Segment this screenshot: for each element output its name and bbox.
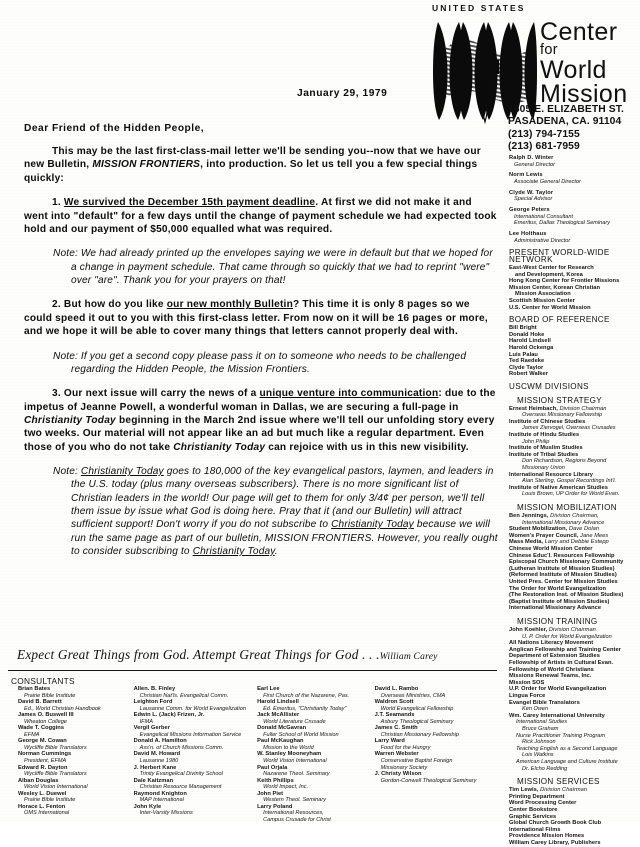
consultants-column bbox=[257, 686, 375, 823]
director-entry bbox=[509, 172, 640, 185]
consultant-affiliation: Wycliffe Bible Translators bbox=[24, 771, 87, 778]
division-entry: Center Bookstore bbox=[509, 807, 558, 813]
director-name: Norm Lewis bbox=[509, 172, 543, 179]
consultant-name: John Kyle bbox=[133, 803, 162, 810]
consultant-name: Raymond Knighton bbox=[133, 790, 187, 797]
division-entry: The Order for World Evangelization bbox=[509, 585, 607, 592]
director-role: Administrative Director bbox=[514, 237, 571, 244]
item2-underline: our new monthly Bulletin bbox=[166, 299, 293, 311]
network-item: Mission Center, Korean Christian bbox=[509, 284, 601, 291]
division-entry: Ken Owen bbox=[522, 706, 549, 713]
division-entry: U. P. Order for World Evangelization bbox=[522, 633, 612, 640]
consultant-name: Jack McAllister bbox=[257, 712, 300, 719]
board-member: Luis Palau bbox=[509, 351, 538, 358]
division-entry: Lois Watkins bbox=[522, 752, 554, 759]
division-entry: All Nations Literacy Movement bbox=[509, 640, 594, 647]
phone-number: (213) 681-7959 bbox=[508, 141, 580, 153]
logo-word-for: for bbox=[540, 42, 558, 58]
board-list bbox=[509, 325, 640, 378]
consultant-name: David L. Rambo bbox=[374, 686, 419, 692]
division-entry: Student Mobilization, Dave Dolan bbox=[509, 526, 600, 533]
division-entry: Institute of Muslim Studies bbox=[509, 445, 583, 452]
consultant-affiliation: World Literature Crusade bbox=[263, 718, 326, 725]
carey-attribution: William Carey bbox=[379, 651, 438, 662]
consultant-name: Alban Douglas bbox=[18, 777, 59, 784]
consultant-affiliation: Nazarene Theol. Seminary bbox=[263, 771, 330, 778]
consultant-affiliation: World Vision International bbox=[263, 758, 327, 765]
network-heading: PRESENT WORLD-WIDE NETWORK bbox=[509, 248, 610, 264]
director-entry bbox=[509, 207, 640, 227]
consultant-affiliation: Asbury Theological Seminary bbox=[380, 718, 454, 725]
division-entry: Fellowship of World Christians bbox=[509, 666, 594, 673]
director-role: General Director bbox=[514, 161, 556, 168]
network-item: East-West Center for Research bbox=[509, 264, 594, 271]
division-entry: Wm. Carey International University bbox=[509, 712, 605, 719]
consultant-affiliation: Fuller School of World Mission bbox=[263, 731, 339, 738]
consultant-name: David B. Barrett bbox=[18, 699, 62, 706]
phone-number: (213) 794-7155 bbox=[508, 128, 580, 140]
logo-word-center: Center bbox=[540, 18, 618, 46]
division-entry: Institute of Chinese Studies bbox=[509, 418, 586, 425]
division-entry: John Koehler, Division Chairman bbox=[509, 627, 596, 634]
division-entry: U.P. Order for World Evangelization bbox=[509, 686, 607, 693]
director-role: Associate General Director bbox=[514, 178, 581, 185]
division-entry: William Carey Library, Publishers bbox=[509, 839, 601, 846]
consultant-affiliation: Food for the Hungry bbox=[380, 744, 431, 751]
division-entry: Nurse Practitioner Training Program bbox=[516, 732, 606, 739]
note-2: Note: If you get a second copy please pass it on to someone who needs to be challenged regarding the Hidden People, the Mission Frontiers. bbox=[53, 350, 467, 375]
mission-frontiers-italic: Mission Frontiers bbox=[227, 363, 308, 375]
consultant-affiliation: Evangelical Missions Information Service bbox=[139, 731, 242, 738]
consultant-name: John Piet bbox=[257, 790, 284, 797]
logo-wordmark bbox=[540, 20, 628, 106]
mission-frontiers-caps: MISSION FRONTIERS bbox=[264, 532, 372, 544]
board-member: Harold Lindsell bbox=[509, 338, 551, 345]
logo-word-mission: Mission bbox=[540, 79, 628, 108]
consultant-name: Keith Phillips bbox=[257, 777, 294, 784]
network-item: Mission Association bbox=[515, 291, 571, 298]
consultant-name: Edward R. Dayton bbox=[18, 764, 68, 771]
division-entry: Louis Brown, UP Order for World Evan. bbox=[522, 491, 620, 498]
letter-date: January 29, 1979 bbox=[297, 88, 388, 99]
division-entry: Providence Mission Homes bbox=[509, 833, 585, 840]
united-states-label: UNITED STATES bbox=[432, 3, 526, 13]
consultant-affiliation: World Impact, Inc. bbox=[263, 784, 309, 791]
mission-training-heading: MISSION TRAINING bbox=[517, 616, 598, 626]
division-entry: Mass Media, Larry and Debbie Estepp bbox=[509, 539, 609, 546]
consultant-name: James C. Smith bbox=[374, 725, 418, 732]
division-entry: Missions Renewal Teams, Inc. bbox=[509, 673, 592, 680]
consultant-affiliation: Mission to the World bbox=[263, 744, 314, 751]
division-entry: (Lutheran Institute of Mission Studies) bbox=[509, 565, 615, 572]
division-entry: International Missionary Advance bbox=[522, 519, 605, 526]
consultant-affiliation: Trinity Evangelical Divinity School bbox=[139, 771, 223, 778]
consultant-name: Earl Lee bbox=[257, 686, 280, 692]
division-entry: Women's Prayer Council, Jane Mees bbox=[509, 532, 609, 539]
consultant-name: Paul Orjala bbox=[257, 764, 288, 771]
consultant-affiliation: Western Theol. Seminary bbox=[263, 797, 327, 804]
division-entry: Department of Extension Studies bbox=[509, 653, 600, 660]
division-entry: (Baptist Institute of Mission Studies) bbox=[509, 598, 610, 605]
consultant-name: George M. Cowan bbox=[18, 738, 67, 745]
consultants-columns bbox=[8, 686, 502, 823]
consultant-affiliation: Ed., World Christian Handbook bbox=[24, 705, 101, 712]
network-item: U.S. Center for World Mission bbox=[509, 304, 591, 311]
director-name: Lee Holthaus bbox=[509, 231, 547, 238]
mission-mobilization-heading: MISSION MOBILIZATION bbox=[517, 502, 617, 512]
consultant-affiliation: Ed. Emeritus, "Christianity Today" bbox=[263, 705, 347, 712]
consultant-affiliation: Inter-Varsity Missions bbox=[139, 810, 193, 817]
letter-salutation: Dear Friend of the Hidden People, bbox=[24, 123, 205, 134]
consultant-affiliation: MAP International bbox=[139, 797, 184, 804]
board-member: Ted Raedeke bbox=[509, 358, 545, 365]
consultants-title: CONSULTANTS bbox=[11, 676, 75, 686]
director-name: Ralph D. Winter bbox=[509, 155, 554, 161]
consultant-name: James O. Buswell III bbox=[18, 712, 74, 719]
consultant-name: Horace L. Fenton bbox=[18, 803, 66, 810]
director-name: Clyde W. Taylor bbox=[509, 189, 554, 196]
director-name: George Peters bbox=[509, 207, 550, 214]
consultant-affiliation: EFMA bbox=[24, 731, 40, 738]
division-entry: Dr. Elcho Redding bbox=[522, 765, 568, 772]
division-entry: Institute of Native American Studies bbox=[509, 484, 608, 491]
director-entry bbox=[509, 155, 640, 168]
consultant-affiliation: Christian Resource Management bbox=[139, 784, 222, 791]
consultant-name: Brian Bates bbox=[18, 686, 51, 692]
consultant-name: Donald McGavran bbox=[257, 725, 307, 732]
network-item: Scottish Mission Center bbox=[509, 297, 575, 304]
mission-services-heading: MISSION SERVICES bbox=[517, 777, 600, 787]
division-entry: International Studies bbox=[516, 719, 567, 726]
division-entry: Ben Jennings, Division Chairman, bbox=[509, 513, 599, 520]
consultant-name: Larry Ward bbox=[374, 738, 405, 745]
division-entry: (The Restoration Inst. of Mission Studies) bbox=[509, 592, 624, 599]
consultants-column bbox=[134, 686, 257, 823]
address-block bbox=[508, 104, 624, 154]
consultant-name: Larry Poland bbox=[257, 803, 293, 810]
consultant-name: Edwin L. (Jack) Frizen, Jr. bbox=[133, 712, 205, 719]
consultant-affiliation: World Vision International bbox=[24, 784, 88, 791]
note-3: Note: Christianity Today goes to 180,000 of the key evangelical pastors, laymen, and leaders in the U.S. today (plus many overseas subscribers). There is no more significant list of Christian leaders in the world! Our page will get to them for only 3/4¢ per person, we'll tell them issue by issue what God is doing here. Pray that it (and our Bulletin) will attract sufficient support! Don't worry if you do not subscribe to Christianity Today because we will run the same page as part of our bulletin, MISSION FRONTIERS. However, you really ought to consider subscribing to Christianity Today. bbox=[53, 466, 498, 557]
mission-training-list bbox=[509, 627, 640, 772]
board-member: Donald Hoke bbox=[509, 331, 545, 338]
christianity-today-underline: Christianity Today bbox=[192, 545, 275, 557]
carey-quote: Expect Great Things from God. Attempt Great Things for God . . .William Carey bbox=[17, 647, 438, 662]
network-item: and Development, Korea bbox=[515, 271, 583, 278]
christianity-today-underline: Christianity Today bbox=[80, 466, 164, 478]
consultant-name: Warren Webster bbox=[374, 751, 419, 758]
consultant-name: J.T. Seamands bbox=[374, 712, 415, 719]
division-entry: Chinese Educ'l. Resources Fellowship bbox=[509, 552, 615, 559]
consultant-affiliation: Lausanne Comm. for World Evangelization bbox=[139, 705, 246, 712]
address-line: 1605 E. ELIZABETH ST. bbox=[508, 104, 624, 115]
director-entry bbox=[509, 190, 640, 203]
director-entry bbox=[509, 231, 640, 244]
consultant-name: Allen. B. Finley bbox=[133, 686, 176, 692]
division-entry: Global Church Growth Book Club bbox=[509, 820, 602, 827]
board-member: Robert Walker bbox=[509, 371, 548, 378]
division-entry: International Resource Library bbox=[509, 471, 593, 478]
division-entry: Institute of Tribal Studies bbox=[509, 451, 579, 458]
consultant-affiliation: Wycliffe Bible Translators bbox=[24, 744, 87, 751]
letter-body bbox=[24, 145, 498, 569]
item1-underline: We survived the December 15th payment deadline bbox=[63, 197, 316, 209]
consultant-affiliation: Ass'n. of Church Missions Comm. bbox=[139, 744, 224, 751]
consultant-affiliation: World Evangelical Fellowship bbox=[380, 705, 454, 712]
consultants-section bbox=[8, 676, 502, 821]
paragraph-item-3: 3. Our next issue will carry the news of a unique venture into communication: due to the impetus of Jeanne Powell, a wonderful woman in Dallas, we are securing a full-page in Christianity Today beginning in the March 2nd issue where we'll tell our unfolding story every two weeks. Our material will not appear like an ad but much like a regular department. Even those of you who do not take Christianity Today can rejoice with us in this new visibility. bbox=[24, 388, 496, 453]
division-entry: Episcopal Church Missionary Community bbox=[509, 559, 624, 566]
consultant-affiliation: International Resources, bbox=[263, 810, 324, 817]
division-entry: Evangel Bible Translators bbox=[509, 699, 580, 706]
division-entry: Teaching English as a Second Language bbox=[516, 745, 618, 752]
consultant-affiliation: First Church of the Nazarene, Pas. bbox=[263, 692, 350, 699]
division-entry: Fellowship of Artists in Cultural Evan. bbox=[509, 660, 614, 667]
consultant-name: Norman Cummings bbox=[18, 751, 72, 758]
consultant-name: Dale Kaitzman bbox=[133, 777, 174, 784]
mission-mobilization-list bbox=[509, 513, 640, 612]
consultant-affiliation: Prairie Bible Institute bbox=[24, 797, 76, 804]
division-entry: Bruce Graham bbox=[522, 725, 559, 732]
division-entry: Graphic Services bbox=[509, 813, 557, 820]
consultant-name: Donald A. Hamilton bbox=[133, 738, 187, 745]
consultant-affiliation: Wheaton College bbox=[24, 718, 67, 725]
mission-services-list bbox=[509, 787, 640, 846]
horizontal-divider bbox=[8, 670, 497, 671]
address-line: PASADENA, CA. 91104 bbox=[508, 116, 622, 128]
consultant-name: Waldron Scott bbox=[374, 699, 414, 706]
consultant-affiliation: Christian Nat'ls. Evangelical Comm. bbox=[139, 692, 229, 699]
bulletin-title-italic: MISSION FRONTIERS bbox=[92, 159, 201, 171]
christianity-today-italic: Christianity Today bbox=[24, 414, 116, 426]
consultant-affiliation: Prairie Bible Institute bbox=[24, 692, 76, 699]
consultant-name: Harold Lindsell bbox=[257, 699, 299, 706]
consultant-name: David M. Howard bbox=[133, 751, 181, 758]
paragraph-item-1: 1. We survived the December 15th payment deadline. At first we did not make it and went into "default" for a few days until the change of payment schedule we had expected took hold and our payment of $50,000 equalled what was required. bbox=[24, 197, 497, 236]
logo-word-world: World bbox=[540, 55, 607, 84]
division-entry: Word Processing Center bbox=[509, 800, 577, 807]
division-entry: Ernest Heimbach, Division Chairman bbox=[509, 405, 607, 412]
consultant-affiliation: IFMA bbox=[139, 718, 153, 725]
organization-sidebar bbox=[509, 155, 640, 847]
division-entry: International Missionary Advance bbox=[509, 605, 602, 612]
division-entry: Lingua Force bbox=[509, 693, 546, 699]
board-heading: BOARD OF REFERENCE bbox=[509, 315, 610, 325]
consultants-column bbox=[375, 686, 502, 823]
division-entry: Don Richardson, Regions Beyond bbox=[522, 458, 607, 465]
consultants-column bbox=[8, 686, 134, 823]
consultant-affiliation: Lausanne 1980 bbox=[139, 758, 179, 765]
note-1: Note: We had already printed up the envelopes saying we were in default but that we hoped for a change in payment schedule. That came through so quickly that we had to reprint "were" over "are". Thank you for your prayers on that! bbox=[53, 248, 493, 287]
division-entry: International Films bbox=[509, 826, 561, 833]
consultant-name: Vergil Gerber bbox=[133, 725, 170, 732]
consultant-affiliation: OMS International bbox=[24, 810, 70, 817]
consultant-name: J. Herbert Kane bbox=[133, 764, 177, 771]
board-member: Harold Ockenga bbox=[509, 345, 554, 351]
division-entry: Rick Johnson bbox=[522, 739, 556, 746]
director-role: International Consultant bbox=[514, 213, 574, 220]
division-entry: (Reformed Institute of Mission Studies) bbox=[509, 572, 617, 579]
division-entry: Printing Department bbox=[509, 793, 565, 800]
consultant-affiliation: President, EFMA bbox=[24, 758, 67, 765]
consultant-name: Leighton Ford bbox=[133, 699, 173, 706]
network-list bbox=[509, 265, 640, 311]
division-entry: Missionary Union bbox=[522, 465, 565, 471]
christianity-today-italic: Christianity Today bbox=[173, 441, 266, 453]
board-member: Clyde Taylor bbox=[509, 364, 544, 371]
division-entry: James Ziervogel, Overseas Crusades bbox=[522, 425, 616, 432]
paragraph-item-2: 2. But how do you like our new monthly Bulletin? This time it is only 8 pages so we could speed it out to you with this first-class letter. From now on it will be 16 pages or more, and we hope it will be able to cover many things that letters cannot properly deal with. bbox=[24, 299, 488, 338]
board-member: Bill Bright bbox=[509, 325, 537, 332]
director-role: Emeritus, Dallas Theological Seminary bbox=[514, 220, 611, 227]
division-entry: John Philip bbox=[522, 438, 550, 445]
division-entry: Chinese World Mission Center bbox=[509, 546, 593, 553]
division-entry: Anglican Fellowship and Training Center bbox=[509, 646, 621, 653]
directors-list bbox=[509, 155, 640, 244]
consultant-name: Wade T. Coggins bbox=[18, 725, 65, 732]
division-entry: Tim Lewis, Division Chairman bbox=[509, 787, 588, 794]
division-entry: United Pres. Center for Mission Studies bbox=[509, 579, 618, 585]
divisions-heading: USCWM DIVISIONS bbox=[509, 381, 589, 391]
division-entry: Alan Sterling, Gospel Recordings Int'l. bbox=[522, 478, 617, 485]
network-item: Hong Kong Center for Frontier Missions bbox=[509, 278, 620, 285]
consultant-affiliation: Missionary Society bbox=[380, 764, 428, 771]
consultant-name: Wesley L. Duewel bbox=[18, 790, 67, 797]
consultant-affiliation: Campus Crusade for Christ bbox=[263, 816, 331, 823]
mission-strategy-list bbox=[509, 406, 640, 498]
consultant-affiliation: Gordon-Conwell Theological Seminary bbox=[380, 777, 477, 784]
consultant-affiliation: Christian Missionary Fellowship bbox=[380, 731, 459, 738]
christianity-today-underline: Christianity Today bbox=[331, 519, 414, 531]
consultant-name: W. Stanley Mooneyham bbox=[257, 751, 322, 758]
division-entry: American Language and Culture Institute bbox=[516, 758, 618, 765]
division-entry: Mission SOS bbox=[509, 679, 545, 686]
division-entry: Institute of Hindu Studies bbox=[509, 432, 580, 439]
item3-underline: unique venture into communication bbox=[259, 388, 439, 400]
director-role: Special Advisor bbox=[514, 196, 553, 203]
consultant-name: J. Christy Wilson bbox=[374, 771, 422, 778]
consultant-affiliation: Conservative Baptist Foreign bbox=[380, 758, 453, 765]
division-entry: Overseas Missionary Fellowship bbox=[522, 412, 603, 419]
consultant-affiliation: Overseas Ministries, CMA bbox=[380, 692, 446, 699]
paragraph-intro: This may be the last first-class-mail letter we'll be sending you--now that we have our new Bulletin, MISSION FRONTIERS, into production. So let us tell you a few special things quickly: bbox=[24, 146, 481, 184]
consultant-name: Paul McKaughan bbox=[257, 738, 304, 745]
mission-strategy-heading: MISSION STRATEGY bbox=[517, 395, 603, 405]
